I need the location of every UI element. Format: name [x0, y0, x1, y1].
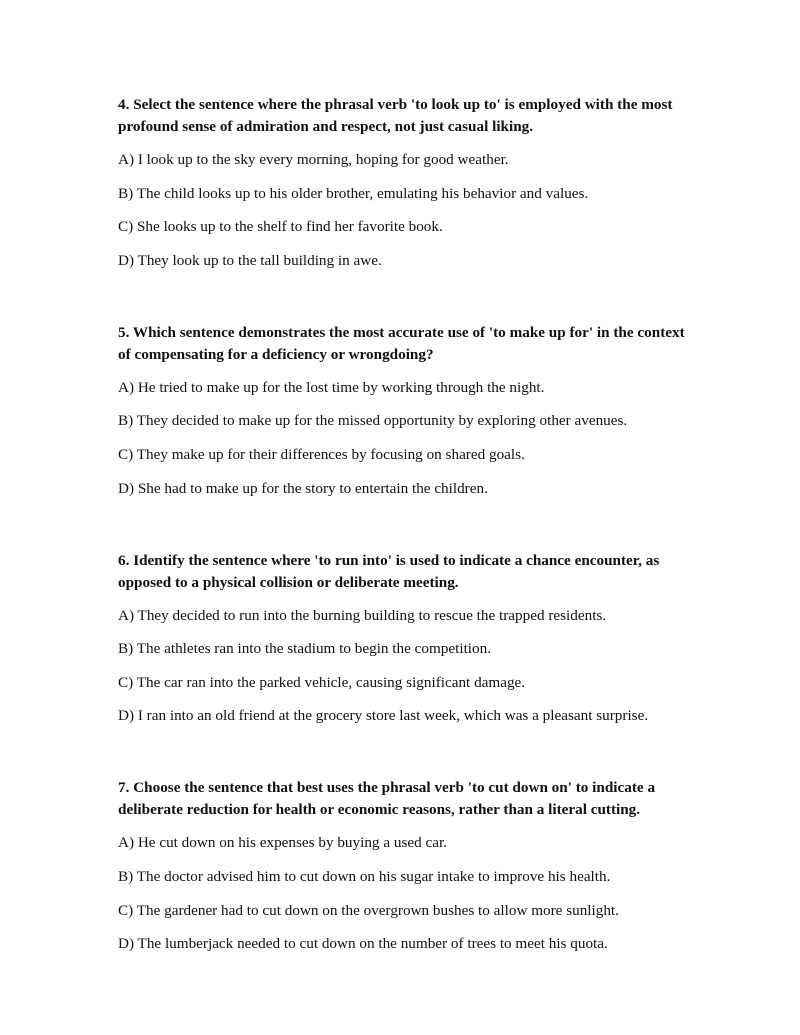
option-c: C) They make up for their differences by focusing on shared goals.: [118, 445, 525, 463]
question-6: [118, 550, 700, 728]
question-7: [118, 777, 700, 955]
option-d: D) They look up to the tall building in awe.: [118, 251, 382, 269]
option-d: D) I ran into an old friend at the grocery store last week, which was a pleasant surprise.: [118, 707, 649, 725]
option-d: D) The lumberjack needed to cut down on the number of trees to meet his quota.: [118, 935, 608, 953]
option-c: C) She looks up to the shelf to find her favorite book.: [118, 218, 443, 236]
option-b: B) They decided to make up for the missed opportunity by exploring other avenues.: [118, 412, 628, 430]
option-c: C) The gardener had to cut down on the overgrown bushes to allow more sunlight.: [118, 901, 619, 919]
option-a: A) He cut down on his expenses by buying a used car.: [118, 834, 447, 852]
option-b: B) The doctor advised him to cut down on his sugar intake to improve his health.: [118, 867, 611, 885]
question-5: [118, 322, 700, 500]
question-text: 7. Choose the sentence that best uses the phrasal verb 'to cut down on' to indicate a deliberate reduction for health or economic reasons, rather than a literal cutting.: [118, 779, 656, 819]
option-b: B) The child looks up to his older brother, emulating his behavior and values.: [118, 184, 589, 202]
option-a: A) He tried to make up for the lost time by working through the night.: [118, 378, 545, 396]
option-d: D) She had to make up for the story to entertain the children.: [118, 479, 488, 497]
option-a: A) I look up to the sky every morning, hoping for good weather.: [118, 151, 509, 168]
question-text: 4. Select the sentence where the phrasal verb 'to look up to' is employed with the most profound sense of admiration and respect, not just casual liking.: [118, 96, 673, 135]
option-c: C) The car ran into the parked vehicle, causing significant damage.: [118, 673, 526, 691]
question-text: 6. Identify the sentence where 'to run into' is used to indicate a chance encounter, as opposed to a physical collision or deliberate meeting.: [118, 551, 660, 591]
option-b: B) The athletes ran into the stadium to begin the competition.: [118, 640, 491, 658]
option-a: A) They decided to run into the burning building to rescue the trapped residents.: [118, 606, 607, 624]
question-text: 5. Which sentence demonstrates the most accurate use of 'to make up for' in the context of compensating for a deficiency or wrongdoing?: [118, 323, 685, 363]
question-4: [118, 94, 700, 272]
